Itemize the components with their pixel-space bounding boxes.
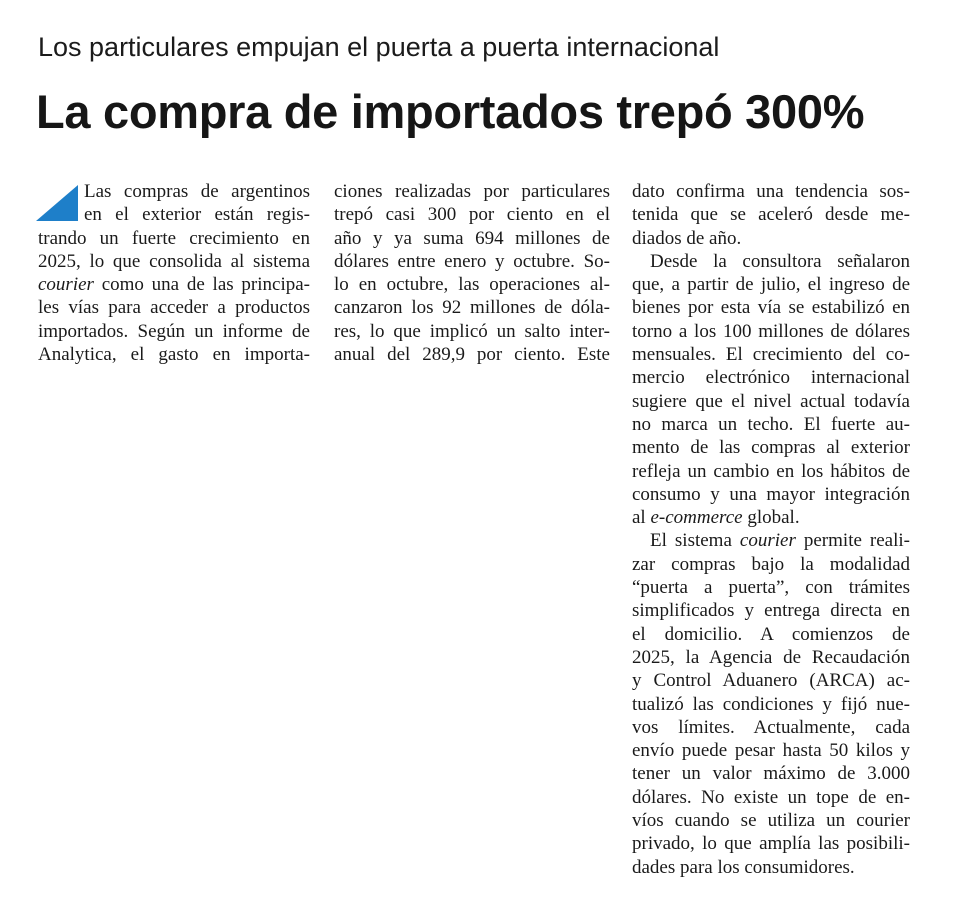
italic-term: courier: [38, 274, 94, 296]
text-line: mento de las compras al exterior: [632, 437, 910, 459]
text-line: mensuales. El crecimiento del co-: [632, 344, 910, 366]
text-line: dólares entre enero y octubre. So-: [334, 250, 610, 272]
column-1: [38, 180, 310, 366]
text-line: que, a partir de julio, el ingreso de: [632, 274, 910, 296]
text-line: al e-commerce global.: [632, 507, 800, 529]
text-line: anual del 289,9 por ciento. Este: [334, 344, 610, 366]
text-line: Analytica, el gasto en importa-: [38, 344, 310, 366]
text-line: trando un fuerte crecimiento en: [38, 227, 310, 249]
text-line: trepó casi 300 por ciento en el: [334, 204, 610, 226]
text-line: diados de año.: [632, 227, 742, 249]
text-line: ciones realizadas por particulares: [334, 181, 610, 202]
text-line: dato confirma una tendencia sos-: [632, 181, 910, 202]
text-line: tenida que se aceleró desde me-: [632, 204, 910, 226]
italic-term: courier: [739, 530, 796, 552]
text-line: Las compras de argentinos: [84, 181, 310, 202]
text-line: Desde la consultora señalaron: [650, 250, 910, 272]
text-line: no marca un techo. El fuerte au-: [632, 413, 910, 435]
text-line: 2025, lo que consolida al sistema: [38, 250, 310, 272]
text-line: zar compras bajo la modalidad: [632, 553, 910, 575]
text-line: víos cuando se utiliza un courier: [632, 810, 910, 832]
headline: La compra de importados trepó 300%: [36, 85, 865, 138]
text-line: refleja un cambio en los hábitos de: [632, 460, 910, 482]
kicker: Los particulares empujan el puerta a puerta internacional: [38, 32, 720, 62]
text-line: tener un valor máximo de 3.000: [632, 763, 910, 785]
column-3: [632, 180, 910, 879]
text-line: envío puede pesar hasta 50 kilos y: [632, 740, 910, 762]
text-line: “puerta a puerta”, con trámites: [632, 577, 910, 599]
text-line: 2025, la Agencia de Recaudación: [632, 646, 910, 668]
text-line: El sistema courier permite reali-: [650, 530, 910, 552]
text-line: vos límites. Actualmente, cada: [632, 716, 910, 738]
text-line: importados. Según un informe de: [38, 320, 310, 342]
text-line: bienes por esta vía se estabilizó en: [632, 297, 910, 319]
text-line: consumo y una mayor integración: [632, 483, 910, 505]
italic-term: e-commerce: [650, 507, 743, 529]
text-line: lo en octubre, las operaciones al-: [334, 274, 610, 296]
text-line: sugiere que el nivel actual todavía: [632, 390, 910, 412]
text-line: el domicilio. A comienzos de: [632, 623, 910, 645]
text-line: res, lo que implicó un salto inter-: [334, 320, 610, 342]
text-line: courier como una de las principa-: [38, 274, 310, 296]
text-line: simplificados y entrega directa en: [632, 600, 910, 622]
text-line: tualizó las condiciones y fijó nue-: [632, 693, 910, 715]
text-line: torno a los 100 millones de dólares: [632, 320, 910, 342]
text-line: les vías para acceder a productos: [38, 297, 310, 319]
text-line: dades para los consumidores.: [632, 856, 855, 878]
text-line: en el exterior están regis-: [84, 204, 310, 226]
text-line: año y ya suma 694 millones de: [334, 227, 610, 249]
text-line: privado, lo que amplía las posibili-: [632, 833, 910, 855]
text-line: dólares. No existe un tope de en-: [632, 786, 910, 808]
column-2: [334, 180, 610, 366]
text-line: y Control Aduanero (ARCA) ac-: [632, 670, 910, 692]
text-line: mercio electrónico internacional: [632, 367, 910, 389]
text-line: canzaron los 92 millones de dóla-: [334, 297, 610, 319]
